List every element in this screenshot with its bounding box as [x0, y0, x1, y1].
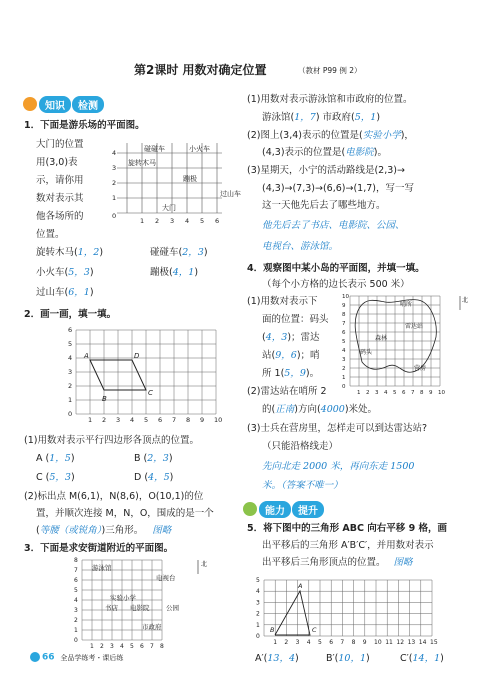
q1-desc-line: 位置。 — [36, 229, 65, 240]
axis-tick-y: 9 — [342, 303, 346, 309]
axis-tick-y: 2 — [68, 382, 73, 390]
triangle-abc — [275, 591, 310, 635]
label: ) — [70, 453, 75, 464]
section-icon — [23, 97, 37, 111]
axis-tick-y: 6 — [74, 577, 78, 584]
svg-text:2: 2 — [112, 179, 117, 187]
answer: 2，3 — [147, 453, 169, 464]
axis-tick-x: 7 — [340, 639, 345, 646]
axis-tick-x: 10 — [214, 416, 223, 424]
q4-sub1-line1: (1)用数对表示下 — [247, 296, 318, 307]
answer: 5，1 — [354, 112, 377, 123]
label: )；雷达 — [287, 332, 320, 343]
axis-tick-y: 0 — [68, 410, 73, 418]
place-bookstore: 书店 — [105, 604, 118, 612]
island-outline — [355, 300, 436, 373]
place-tv: 电视台 — [156, 574, 176, 582]
label: )方向( — [294, 404, 321, 415]
label-dock: 码头 — [360, 349, 373, 356]
q1-desc-line: 数对表示其 — [36, 193, 84, 204]
axis-tick-x: 4 — [306, 639, 311, 646]
axis-tick-y: 6 — [342, 330, 346, 336]
svg-text:1: 1 — [112, 194, 117, 202]
page-title: 第2课时 用数对确定位置 — [134, 63, 267, 77]
q4-note: （每个小方格的边长表示 500 米） — [262, 279, 410, 290]
axis-tick-y: 7 — [74, 567, 78, 574]
q2-sub2-line2: 置，并顺次连接 M，N，O，围成的是一个 — [36, 508, 214, 519]
axis-tick-y: 5 — [74, 587, 78, 594]
label: ) — [89, 267, 94, 278]
q2-sub2-line3: (等腰（或锐角）)三角形。 图略 — [36, 525, 172, 536]
axis-tick-x: 12 — [396, 639, 405, 646]
figure-note: 图略 — [393, 557, 413, 568]
q1-desc-line: 示，请你用 — [36, 175, 84, 186]
answer: 6，1 — [68, 287, 90, 298]
answer: 13，4 — [267, 653, 296, 664]
axis-tick-x: 1 — [88, 416, 93, 424]
q1-stem: 1．下面是游乐场的平面图。 — [24, 120, 145, 131]
q4-sub3-answer1: 先向北走 2000 米，再向东走 1500 — [262, 461, 415, 472]
axis-tick-x: 4 — [130, 416, 135, 424]
axis-tick-y: 1 — [68, 396, 73, 404]
label: ) — [99, 247, 104, 258]
q3-sub1-answers — [262, 111, 380, 125]
label: 碰碰车( — [150, 247, 183, 258]
vertex-b: B — [270, 626, 275, 634]
axis-tick-y: 3 — [256, 599, 260, 607]
label-fort: 哨所 — [400, 301, 413, 308]
label: 游泳馆( — [262, 112, 295, 123]
q2-vertex-a — [36, 452, 75, 466]
svg-text:4: 4 — [112, 149, 117, 157]
answer: 1，2 — [77, 247, 100, 258]
svg-text:6: 6 — [215, 217, 220, 225]
label-radar: 雷达站 — [405, 323, 424, 330]
q3-sub1: (1)用数对表示游泳馆和市政府的位置。 — [247, 94, 413, 105]
axis-tick-x: 8 — [351, 639, 356, 646]
vertex-b: B — [102, 395, 107, 403]
axis-tick-x: 2 — [100, 643, 104, 650]
label: ) — [89, 287, 94, 298]
q5-answer-c — [400, 652, 444, 666]
q2-grid — [66, 323, 236, 433]
answer: 1，7 — [294, 112, 316, 123]
axis-tick-y: 6 — [68, 326, 73, 334]
label: 蹦极( — [150, 267, 173, 278]
q3-stem: 3．下面是求安街道附近的平面图。 — [24, 543, 174, 554]
q3-sub2-line2 — [262, 146, 387, 160]
answer: 4，5 — [148, 472, 170, 483]
q4-sub3-line1: (3)士兵在营房里，怎样走可以到达雷达站? — [247, 423, 427, 434]
page-icon — [30, 652, 40, 662]
label: B ( — [134, 453, 148, 464]
label: B′( — [326, 653, 339, 664]
q1-desc-line: 大门的位置 — [36, 139, 84, 150]
axis-tick-x: 6 — [140, 643, 144, 650]
q2-stem: 2．画一画，填一填。 — [24, 309, 117, 320]
q1-desc — [36, 136, 84, 244]
q2-vertex-c — [36, 471, 75, 485]
q3-sub3-line2: (4,3)→(7,3)→(6,6)→(1,7)，写一写 — [262, 183, 414, 194]
label: 旋转木马( — [36, 247, 78, 258]
vertex-c: C — [148, 389, 153, 397]
vertex-a: A — [298, 582, 303, 590]
axis-tick-x: 7 — [150, 643, 154, 650]
q3-sub2-line1 — [247, 129, 414, 143]
q2-vertex-d — [134, 471, 173, 485]
label: ) — [168, 453, 173, 464]
label: 过山车( — [36, 287, 69, 298]
label: )， — [400, 130, 414, 141]
north-label: 北 — [201, 561, 208, 568]
axis-tick-y: 4 — [342, 348, 346, 354]
label: ) — [440, 653, 444, 664]
q3-sub3-line3: 这一天他先后去了哪些地方。 — [262, 200, 386, 211]
svg-text:3: 3 — [170, 217, 175, 225]
q1-label-gate: 大门 — [162, 204, 176, 212]
axis-tick-x: 15 — [430, 639, 438, 646]
answer: 实验小学 — [362, 130, 401, 141]
axis-tick-x: 4 — [120, 643, 124, 650]
figure-note: 图略 — [152, 525, 172, 536]
axis-tick-x: 5 — [393, 390, 397, 396]
axis-tick-x: 6 — [158, 416, 163, 424]
axis-tick-x: 1 — [357, 390, 361, 396]
place-cinema: 电影院 — [130, 604, 150, 612]
section-badge-ability — [243, 501, 324, 517]
axis-tick-x: 11 — [385, 639, 393, 646]
svg-text:2: 2 — [155, 217, 160, 225]
label: ) — [376, 112, 381, 123]
answer: 2，3 — [182, 247, 204, 258]
answer: 1，5 — [49, 453, 71, 464]
q4-sub2-line1: (2)雷达站在哨所 2 — [247, 386, 327, 397]
svg-text:3: 3 — [112, 164, 117, 172]
label: (4,3)表示的位置是( — [262, 147, 346, 158]
answer: 正南 — [275, 404, 295, 415]
axis-tick-x: 3 — [116, 416, 121, 424]
q5-grid — [252, 572, 466, 652]
axis-tick-y: 0 — [342, 384, 346, 390]
label: ) — [169, 472, 174, 483]
axis-tick-x: 3 — [375, 390, 379, 396]
axis-tick-x: 10 — [374, 639, 382, 646]
axis-tick-y: 4 — [68, 354, 73, 362]
book-name: 全品学练考・课后练 — [60, 653, 124, 662]
label: (2)图上(3,4)表示的位置是( — [247, 130, 363, 141]
q3-sub3-line1: (3)星期天，小宁的活动路线是(2,3)→ — [247, 165, 405, 176]
axis-tick-x: 6 — [329, 639, 334, 646]
q4-sub3-line2: （只能沿格线走） — [262, 441, 339, 452]
axis-tick-y: 5 — [342, 339, 346, 345]
q4-sub1-line2: 面的位置：码头 — [262, 314, 329, 325]
svg-text:1: 1 — [140, 217, 145, 225]
label: ) 市政府( — [315, 112, 355, 123]
label: C ( — [36, 472, 50, 483]
axis-tick-y: 8 — [74, 557, 78, 564]
axis-tick-y: 3 — [68, 368, 73, 376]
place-park: 公园 — [166, 604, 179, 612]
axis-tick-y: 3 — [342, 357, 346, 363]
axis-tick-y: 0 — [256, 633, 260, 640]
label: C′( — [400, 653, 413, 664]
q1-label-swing: 蹦极 — [183, 175, 197, 183]
q4-sub2-line2 — [262, 403, 377, 417]
label: 站( — [262, 350, 276, 361]
axis-tick-x: 7 — [172, 416, 177, 424]
q2-sub2-line1: (2)标出点 M(6,1)，N(8,6)，O(10,1)的位 — [24, 491, 204, 502]
answer: 4000 — [320, 404, 345, 415]
q3-street-map — [70, 556, 220, 652]
q5-answer-a — [255, 652, 299, 666]
label: )；哨 — [296, 350, 320, 361]
label: 的( — [262, 404, 276, 415]
q2-sub1: (1)用数对表示平行四边形各顶点的位置。 — [24, 435, 199, 446]
q4-sub1-line5 — [262, 367, 319, 381]
q4-stem: 4．观察图中某小岛的平面图，并填一填。 — [247, 263, 425, 274]
label: 三角形。 — [105, 525, 144, 536]
q4-sub3-answer2: 米。（答案不唯一） — [262, 480, 343, 491]
q1-label-coaster: 过山车 — [220, 190, 241, 198]
axis-tick-y: 1 — [256, 621, 260, 629]
section-badge-knowledge — [23, 96, 104, 112]
axis-tick-x: 1 — [273, 639, 278, 646]
axis-tick-y: 2 — [342, 366, 346, 372]
answer: 10，1 — [338, 653, 367, 664]
axis-tick-x: 5 — [130, 643, 134, 650]
vertex-d: D — [134, 352, 140, 360]
q1-row3-left — [36, 286, 94, 300]
vertex-c: C — [312, 626, 317, 634]
place-pool: 游泳馆 — [92, 564, 112, 572]
q3-sub3-answer1: 他先后去了书店、电影院、公园、 — [262, 220, 405, 231]
axis-tick-y: 10 — [342, 294, 349, 300]
q1-label-carousel: 旋转木马 — [128, 159, 156, 167]
section-label-2: 提升 — [292, 501, 324, 518]
axis-tick-y: 1 — [74, 627, 78, 634]
axis-tick-x: 8 — [160, 643, 164, 650]
label: )米处。 — [344, 404, 378, 415]
q1-label-roller: 碰碰车 — [144, 145, 165, 153]
place-gov: 市政府 — [142, 623, 162, 631]
answer: 4，1 — [172, 267, 195, 278]
axis-tick-x: 2 — [284, 639, 289, 646]
label: A′( — [255, 653, 268, 664]
axis-tick-x: 5 — [318, 639, 322, 646]
place-school: 实验小学 — [110, 594, 136, 602]
answer: 等腰（或锐角） — [39, 525, 102, 536]
axis-tick-y: 0 — [74, 637, 78, 644]
section-icon — [243, 502, 257, 516]
axis-tick-y: 4 — [74, 597, 78, 604]
q1-label-train: 小火车 — [189, 145, 210, 153]
q4-sub1-line3 — [262, 331, 320, 345]
axis-tick-x: 8 — [420, 390, 424, 396]
q5-stem-line3 — [262, 556, 413, 570]
label: ) — [295, 653, 299, 664]
axis-tick-x: 9 — [362, 639, 367, 646]
answer: 4，3 — [265, 332, 288, 343]
label: D ( — [134, 472, 149, 483]
axis-tick-y: 2 — [256, 610, 260, 618]
svg-text:4: 4 — [185, 217, 190, 225]
axis-tick-x: 5 — [144, 416, 149, 424]
label: ) — [203, 247, 208, 258]
axis-tick-x: 3 — [295, 639, 300, 646]
label: 所 1( — [262, 368, 285, 379]
page-number: 66 — [42, 652, 55, 663]
axis-tick-x: 9 — [200, 416, 205, 424]
axis-tick-x: 8 — [186, 416, 191, 424]
axis-tick-x: 3 — [110, 643, 114, 650]
axis-tick-y: 1 — [342, 375, 346, 381]
q1-desc-line: 他各场所的 — [36, 211, 84, 222]
svg-text:5: 5 — [200, 217, 205, 225]
answer: 5，3 — [68, 267, 90, 278]
q1-desc-line: 用(3,0)表 — [36, 157, 78, 168]
q4-island-map — [340, 292, 470, 396]
q1-row1-right — [150, 246, 208, 260]
axis-tick-x: 13 — [407, 639, 416, 646]
axis-tick-y: 8 — [342, 312, 346, 318]
answer: 14，1 — [412, 653, 441, 664]
axis-tick-x: 2 — [102, 416, 107, 424]
section-label-2: 检测 — [72, 96, 104, 113]
q2-vertex-b — [134, 452, 173, 466]
q1-row1-left — [36, 246, 103, 260]
axis-tick-x: 6 — [402, 390, 406, 396]
label: 小火车( — [36, 267, 69, 278]
svg-text:0: 0 — [112, 212, 117, 220]
q1-row2-right — [150, 266, 198, 280]
label: 出平移后三角形顶点的位置。 — [262, 557, 386, 568]
answer: 5，9 — [284, 368, 306, 379]
section-label-1: 知识 — [39, 96, 71, 113]
axis-tick-y: 7 — [342, 321, 346, 327]
q4-sub1-line4 — [262, 349, 320, 363]
axis-tick-x: 9 — [429, 390, 433, 396]
label: A ( — [36, 453, 50, 464]
axis-tick-x: 4 — [384, 390, 388, 396]
axis-tick-x: 2 — [366, 390, 370, 396]
label: )。 — [305, 368, 320, 379]
axis-tick-x: 10 — [438, 390, 445, 396]
label-forest: 森林 — [375, 335, 388, 342]
label: ) — [194, 267, 199, 278]
label: ) — [366, 653, 370, 664]
textbook-ref: （教材 P99 例 2） — [298, 66, 362, 75]
axis-tick-y: 5 — [256, 577, 260, 584]
footer — [30, 652, 123, 663]
answer: 9，6 — [275, 350, 297, 361]
answer: 5，3 — [49, 472, 71, 483]
q1-park-grid — [112, 138, 247, 228]
label: ( — [262, 332, 266, 343]
axis-tick-x: 14 — [418, 639, 427, 646]
q5-stem-line1: 5．将下图中的三角形 ABC 向右平移 9 格，画 — [247, 523, 448, 534]
q1-row2-left — [36, 266, 94, 280]
label-barracks: 营房 — [414, 365, 427, 372]
axis-tick-x: 7 — [411, 390, 415, 396]
label: ) — [70, 472, 75, 483]
section-label-1: 能力 — [259, 501, 291, 518]
north-label: 北 — [462, 297, 469, 304]
axis-tick-x: 1 — [90, 643, 94, 650]
q3-sub3-answer2: 电视台、游泳馆。 — [262, 241, 339, 252]
answer: 电影院 — [345, 147, 374, 158]
q5-answer-b — [326, 652, 370, 666]
axis-tick-y: 5 — [68, 340, 73, 348]
axis-tick-y: 4 — [256, 588, 260, 596]
axis-tick-y: 2 — [74, 617, 78, 624]
vertex-a: A — [84, 352, 89, 360]
axis-tick-y: 3 — [74, 607, 78, 614]
q5-stem-line2: 出平移后的三角形 A′B′C′，并用数对表示 — [262, 540, 434, 551]
label: )。 — [373, 147, 387, 158]
